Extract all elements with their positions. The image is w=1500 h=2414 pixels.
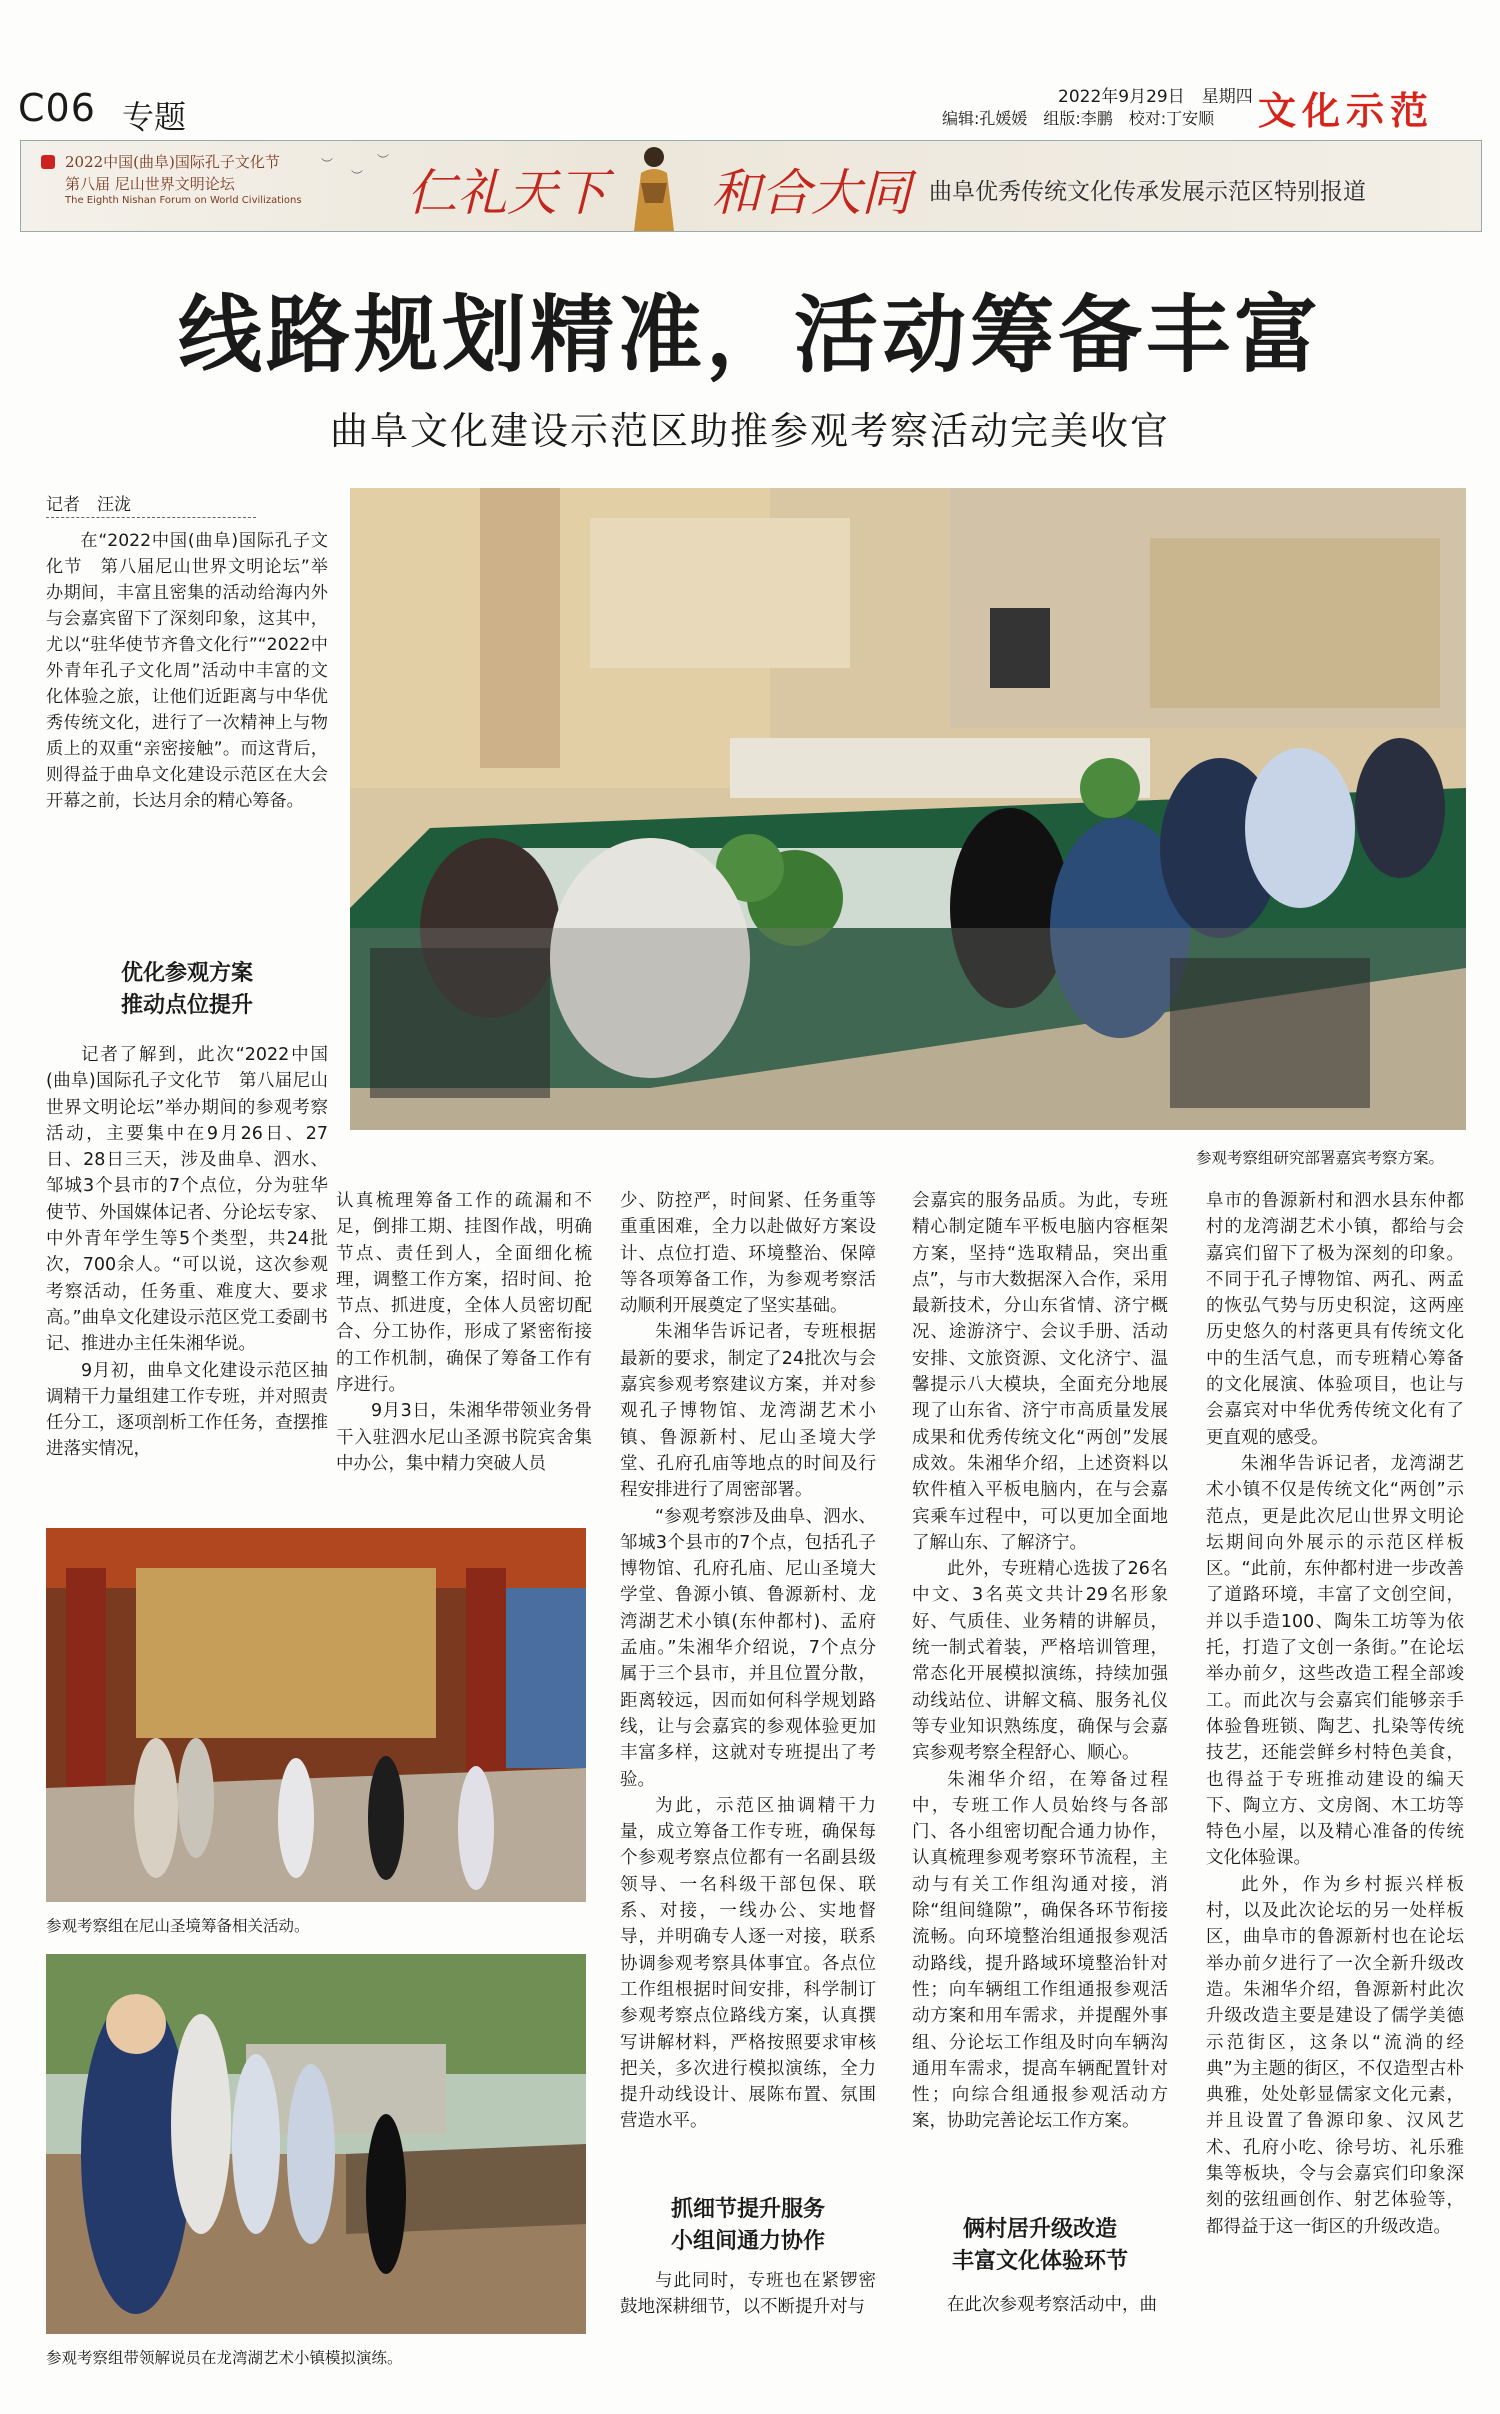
- page-code: C06: [18, 86, 96, 130]
- festival-banner: [20, 140, 1482, 232]
- column-5: [1206, 1188, 1464, 2240]
- body-paragraph: 为此，示范区抽调精干力量，成立筹备工作专班，确保每个参观考察点位都有一名副县级领导、一名科级干部包保、联系、对接，一线办公、实地督导，并明确专人逐一对接，联系协调参观考察具体事宜。各点位工作组根据时间安排，科学制订参观考察点位路线方案，认真撰写讲解材料，严格按照要求审核把关，多次进行模拟演练，全力提升动线设计、展陈布置、氛围营造水平。: [620, 1795, 876, 2132]
- body-paragraph: 会嘉宾的服务品质。为此，专班精心制定随车平板电脑内容框架方案，坚持“选取精品，突出重点”，与市大数据深入合作，采用最新技术，分山东省情、济宁概况、途游济宁、会议手册、活动安排、文旅资源、文化济宁、温馨提示八大模块，全面充分地展现了山东省、济宁市高质量发展成果和优秀传统文化“两创”发展成效。朱湘华介绍，上述资料以软件植入平板电脑内，在与会嘉宾乘车过程中，可以更加全面地了解山东、了解济宁。: [912, 1191, 1168, 1553]
- brand-logo-text: 文化示范: [1258, 88, 1435, 133]
- body-paragraph: 朱湘华告诉记者，专班根据最新的要求，制定了24批次与会嘉宾参观考察建议方案，并对参观孔子博物馆、龙湾湖艺术小镇、鲁源新村、尼山圣境大学堂、孔府孔庙等地点的时间及行程安排进行了周密部署。: [620, 1322, 876, 1501]
- meeting-photo: [350, 488, 1466, 1130]
- longwan-rehearsal-photo: [46, 1954, 586, 2334]
- lead-text: 在“2022中国(曲阜)国际孔子文化节 第八届尼山世界文明论坛”举办期间，丰富且密集的活动给海内外与会嘉宾留下了深刻印象，这其中，尤以“驻华使节齐鲁文化行”“2022中外青年孔子文化周”活动中丰富的文化体验之旅，让他们近距离与中华优秀传统文化，进行了一次精神上与物质上的双重“亲密接触”。而这背后，则得益于曲阜文化建设示范区在大会开幕之前，长达月余的精心筹备。: [46, 531, 328, 811]
- subhead-line: 小组间通力协作: [670, 2229, 825, 2254]
- headline: 线路规划精准，活动筹备丰富: [177, 285, 1322, 384]
- bird-icon: ︶: [377, 153, 390, 167]
- subhead-service-detail: [620, 2194, 876, 2258]
- subhead-line: 推动点位提升: [120, 993, 253, 1018]
- banner-slogan-left: 仁礼天下: [407, 164, 607, 222]
- body-paragraph: 记者了解到，此次“2022中国(曲阜)国际孔子文化节 第八届尼山世界文明论坛”举办期间的参观考察活动，主要集中在9月26日、27日、28日三天，涉及曲阜、泗水、邹城3个县市的7个点位，分为驻华使节、外国媒体记者、分论坛专家、中外青年学生等5个类型，共24批次，700余人。“可以说，这次参观考察活动，任务重、难度大、要求高。”曲阜文化建设示范区党工委副书记、推进办主任朱湘华说。: [46, 1045, 328, 1355]
- subhead-line: 俩村居升级改造: [962, 2217, 1117, 2242]
- caption-nishan-photo: 参观考察组在尼山圣境筹备相关活动。: [46, 1917, 310, 1935]
- caption-meeting-photo: 参观考察组研究部署嘉宾考察方案。: [1196, 1149, 1445, 1167]
- subheadline: 曲阜文化建设示范区助推参观考察活动完美收官: [329, 409, 1170, 453]
- body-paragraph: 9月3日，朱湘华带领业务骨干入驻泗水尼山圣源书院宾舍集中办公，集中精力突破人员: [336, 1401, 592, 1474]
- column-3-tail: [620, 2268, 876, 2321]
- body-paragraph: 少、防控严，时间紧、任务重等重重困难，全力以赴做好方案设计、点位打造、环境整治、保障等各项筹备工作，为参观考察活动顺利开展奠定了坚实基础。: [620, 1191, 876, 1317]
- caption-longwan-photo: 参观考察组带领解说员在龙湾湖艺术小镇模拟演练。: [46, 2349, 403, 2367]
- banner-special-report: 曲阜优秀传统文化传承发展示范区特别报道: [929, 179, 1366, 205]
- body-paragraph: “参观考察涉及曲阜、泗水、邹城3个县市的7个点，包括孔子博物馆、孔府孔庙、尼山圣境大学堂、鲁源小镇、鲁源新村、龙湾湖艺术小镇(东仲都村)、孟府孟庙。”朱湘华介绍说，7个点分属于三个县市，并且位置分散，距离较远，因而如何科学规划路线，让与会嘉宾的参观体验更加丰富多样，这就对专班提出了考验。: [620, 1506, 876, 1790]
- byline-divider: [46, 517, 256, 518]
- subhead-optimize-plan: [46, 958, 328, 1022]
- body-paragraph: 此外，专班精心选拔了26名中文、3名英文共计29名形象好、气质佳、业务精的讲解员，统一制式着装，严格培训管理，常态化开展模拟演练，持续加强动线站位、讲解文稿、服务礼仪等专业知识熟练度，确保与会嘉宾参观考察全程舒心、顺心。: [912, 1559, 1168, 1764]
- body-paragraph: 与此同时，专班也在紧锣密鼓地深耕细节，以不断提升对与: [620, 2271, 876, 2318]
- body-paragraph: 朱湘华告诉记者，龙湾湖艺术小镇不仅是传统文化“两创”示范点，更是此次尼山世界文明论坛期间向外展示的示范区样板区。“此前，东仲都村进一步改善了道路环境，丰富了文创空间，并以手造100、陶朱工坊等为依托，打造了文创一条街。”在论坛举办前夕，这些改造工程全部竣工。而此次与会嘉宾们能够亲手体验鲁班锁、陶艺、扎染等传统技艺，还能尝鲜乡村特色美食，也得益于专班推动建设的编天下、陶立方、文房阁、木工坊等特色小屋，以及精心准备的传统文化体验课。: [1206, 1453, 1464, 1869]
- subhead-line: 丰富文化体验环节: [951, 2249, 1128, 2274]
- body-paragraph: 朱湘华介绍，在筹备过程中，专班工作人员始终与各部门、各小组密切配合通力协作，认真梳理参观考察环节流程，主动与有关工作组沟通对接，消除“组间缝隙”，确保各环节衔接流畅。向环境整治组通报参观活动路线，提升路域环境整治针对性；向车辆组工作组通报参观活动方案和用车需求，并提醒外事组、分论坛工作组及时向车辆沟通用车需求，提高车辆配置针对性；向综合组通报参观活动方案，协助完善论坛工作方案。: [912, 1769, 1168, 2132]
- body-paragraph: 在此次参观考察活动中，曲: [947, 2295, 1157, 2315]
- body-paragraph: 阜市的鲁源新村和泗水县东仲都村的龙湾湖艺术小镇，都给与会嘉宾们留下了极为深刻的印象。不同于孔子博物馆、两孔、两孟的恢弘气势与历史积淀，这两座历史悠久的村落更具有传统文化中的生活气息，而专班精心筹备的文化展演、体验项目，也让与会嘉宾对中华优秀传统文化有了更直观的感受。: [1206, 1191, 1464, 1448]
- bird-icon: ︶: [321, 157, 334, 171]
- column-1: [46, 1042, 328, 1463]
- column-2: [336, 1188, 592, 1477]
- body-paragraph: 此外，作为乡村振兴样板村，以及此次论坛的另一处样板区，曲阜市的鲁源新村也在论坛举办前夕进行了一次全新升级改造。朱湘华介绍，鲁源新村此次升级改造主要是建设了儒学美德示范街区，这条以“流淌的经典”为主题的街区，不仅造型古朴典雅，处处彰显儒家文化元素，并且设置了鲁源印象、汉风艺术、孔府小吃、徐号坊、礼乐雅集等板块，令与会嘉宾们印象深刻的弦纽画创作、射艺体验等，都得益于这一街区的升级改造。: [1206, 1874, 1464, 2237]
- lead-paragraph: [46, 528, 328, 814]
- bird-icon: ︶: [351, 169, 364, 183]
- festival-seal-icon: [41, 155, 55, 169]
- column-4: [912, 1188, 1168, 2135]
- body-paragraph: 认真梳理筹备工作的疏漏和不足，倒排工期、挂图作战，明确节点、责任到人，全面细化梳理，调整工作方案，招时间、抢节点、抓进度，全体人员密切配合、分工协作，形成了紧密衔接的工作机制，确保了筹备工作有序进行。: [336, 1191, 592, 1396]
- banner-forum-name: 第八届 尼山世界文明论坛: [65, 175, 235, 193]
- banner-forum-english: The Eighth Nishan Forum on World Civilizations: [65, 195, 302, 206]
- issue-date: 2022年9月29日 星期四: [1058, 87, 1253, 107]
- nishan-rehearsal-photo: [46, 1528, 586, 1902]
- subhead-line: 抓细节提升服务: [670, 2197, 825, 2222]
- subhead-village-upgrade: [912, 2214, 1168, 2278]
- reporter-byline: 记者 汪泷: [46, 495, 131, 515]
- column-3: [620, 1188, 876, 2135]
- column-4-tail: [912, 2292, 1168, 2318]
- confucius-figure-icon: [619, 143, 689, 231]
- banner-slogan-right: 和合大同: [711, 164, 911, 222]
- subhead-line: 优化参观方案: [120, 961, 253, 986]
- banner-festival-name: 2022中国(曲阜)国际孔子文化节: [65, 153, 280, 171]
- section-name: 专题: [122, 98, 187, 136]
- body-paragraph: 9月初，曲阜文化建设示范区抽调精干力量组建工作专班，并对照责任分工，逐项剖析工作任务，查摆推进落实情况，: [46, 1360, 328, 1460]
- editorial-staff: 编辑:孔媛媛 组版:李鹏 校对:丁安顺: [942, 109, 1215, 128]
